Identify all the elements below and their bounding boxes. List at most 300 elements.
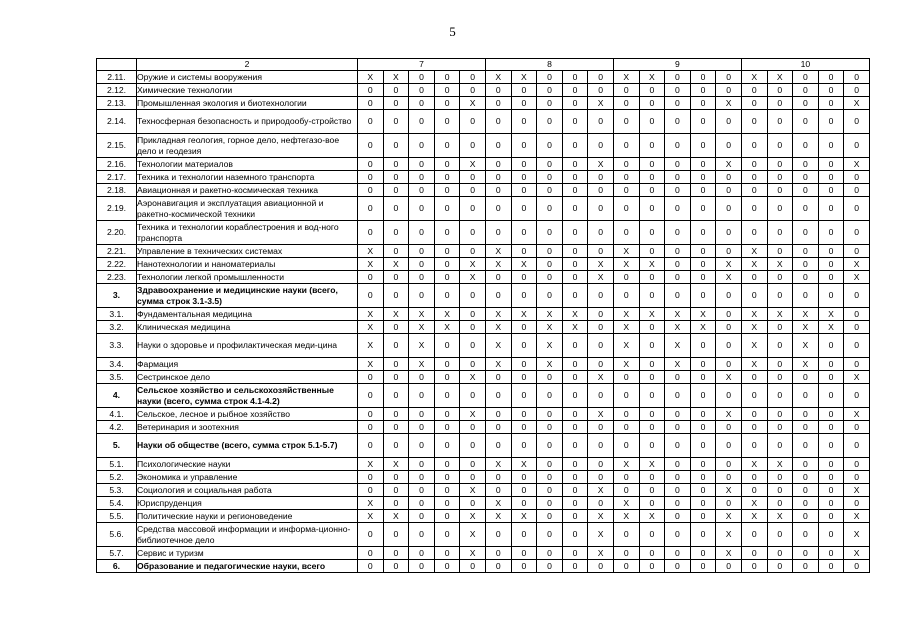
- row-value-cell: 0: [409, 371, 435, 384]
- row-value-cell: 0: [485, 384, 511, 408]
- table-row: [97, 321, 870, 334]
- row-value-cell: 0: [613, 408, 639, 421]
- row-value-cell: 0: [383, 560, 409, 573]
- row-value-cell: 0: [511, 560, 537, 573]
- row-value-cell: X: [485, 71, 511, 84]
- row-value-cell: 0: [588, 110, 614, 134]
- row-value-cell: X: [588, 408, 614, 421]
- row-value-cell: 0: [690, 245, 716, 258]
- row-value-cell: 0: [665, 158, 691, 171]
- row-value-cell: 0: [383, 358, 409, 371]
- row-value-cell: 0: [434, 171, 460, 184]
- row-value-cell: 0: [460, 308, 486, 321]
- row-value-cell: 0: [716, 84, 742, 97]
- row-value-cell: X: [741, 497, 767, 510]
- row-code: 2.13.: [97, 97, 137, 110]
- row-value-cell: 0: [434, 134, 460, 158]
- row-name: Здравоохранение и медицинские науки (всего, сумма строк 3.1-3.5): [137, 284, 358, 308]
- row-value-cell: X: [741, 258, 767, 271]
- row-value-cell: 0: [793, 271, 819, 284]
- row-code: 2.16.: [97, 158, 137, 171]
- row-value-cell: 0: [358, 134, 384, 158]
- row-value-cell: 0: [844, 384, 870, 408]
- row-value-cell: 0: [716, 384, 742, 408]
- row-value-cell: 0: [409, 434, 435, 458]
- row-value-cell: 0: [716, 110, 742, 134]
- row-value-cell: X: [793, 358, 819, 371]
- row-value-cell: 0: [716, 334, 742, 358]
- row-value-cell: 0: [562, 408, 588, 421]
- row-value-cell: 0: [793, 547, 819, 560]
- row-value-cell: X: [767, 258, 793, 271]
- row-value-cell: 0: [716, 71, 742, 84]
- row-value-cell: X: [588, 258, 614, 271]
- row-value-cell: 0: [844, 245, 870, 258]
- row-value-cell: 0: [716, 321, 742, 334]
- row-value-cell: X: [818, 321, 844, 334]
- row-value-cell: X: [741, 358, 767, 371]
- table-row: [97, 97, 870, 110]
- row-code: 2.11.: [97, 71, 137, 84]
- row-value-cell: X: [383, 510, 409, 523]
- row-value-cell: 0: [434, 71, 460, 84]
- row-value-cell: 0: [793, 510, 819, 523]
- row-code: 2.17.: [97, 171, 137, 184]
- row-value-cell: 0: [690, 421, 716, 434]
- row-value-cell: 0: [537, 560, 563, 573]
- row-value-cell: 0: [767, 484, 793, 497]
- row-value-cell: 0: [818, 371, 844, 384]
- row-value-cell: 0: [358, 158, 384, 171]
- row-value-cell: 0: [690, 71, 716, 84]
- row-value-cell: 0: [537, 221, 563, 245]
- row-value-cell: 0: [665, 134, 691, 158]
- row-value-cell: 0: [485, 84, 511, 97]
- row-value-cell: X: [562, 321, 588, 334]
- row-value-cell: X: [716, 97, 742, 110]
- row-value-cell: 0: [511, 221, 537, 245]
- row-value-cell: 0: [690, 560, 716, 573]
- row-value-cell: 0: [741, 560, 767, 573]
- row-value-cell: 0: [383, 421, 409, 434]
- row-value-cell: X: [485, 258, 511, 271]
- row-value-cell: 0: [537, 184, 563, 197]
- row-value-cell: 0: [537, 71, 563, 84]
- row-value-cell: X: [741, 510, 767, 523]
- row-value-cell: 0: [639, 134, 665, 158]
- row-value-cell: 0: [793, 484, 819, 497]
- row-value-cell: 0: [767, 523, 793, 547]
- row-value-cell: 0: [562, 258, 588, 271]
- row-value-cell: 0: [665, 547, 691, 560]
- row-value-cell: 0: [485, 471, 511, 484]
- row-value-cell: 0: [844, 321, 870, 334]
- row-value-cell: 0: [434, 97, 460, 110]
- row-value-cell: 0: [741, 221, 767, 245]
- row-value-cell: X: [485, 497, 511, 510]
- row-value-cell: X: [358, 458, 384, 471]
- row-value-cell: 0: [537, 258, 563, 271]
- row-value-cell: X: [613, 510, 639, 523]
- table-row: [97, 271, 870, 284]
- row-value-cell: 0: [793, 371, 819, 384]
- row-value-cell: 0: [665, 171, 691, 184]
- row-value-cell: 0: [358, 184, 384, 197]
- row-value-cell: 0: [588, 184, 614, 197]
- row-value-cell: 0: [434, 271, 460, 284]
- row-value-cell: 0: [383, 547, 409, 560]
- row-name: Техника и технологии кораблестроения и вод-ного транспорта: [137, 221, 358, 245]
- row-value-cell: 0: [358, 560, 384, 573]
- row-value-cell: X: [639, 510, 665, 523]
- row-value-cell: 0: [537, 497, 563, 510]
- row-value-cell: 0: [818, 484, 844, 497]
- table-row: [97, 334, 870, 358]
- row-value-cell: 0: [690, 197, 716, 221]
- row-value-cell: 0: [511, 497, 537, 510]
- row-value-cell: X: [793, 321, 819, 334]
- row-value-cell: 0: [358, 384, 384, 408]
- table-header-row: [97, 59, 870, 71]
- table-row: [97, 171, 870, 184]
- row-value-cell: 0: [716, 245, 742, 258]
- row-value-cell: 0: [485, 421, 511, 434]
- table-row: [97, 284, 870, 308]
- row-value-cell: 0: [818, 184, 844, 197]
- table-row: [97, 421, 870, 434]
- row-value-cell: 0: [639, 197, 665, 221]
- row-value-cell: 0: [793, 110, 819, 134]
- row-value-cell: 0: [434, 284, 460, 308]
- header-cell-9: 9: [613, 59, 741, 71]
- row-value-cell: 0: [409, 284, 435, 308]
- row-value-cell: 0: [639, 171, 665, 184]
- row-value-cell: X: [460, 547, 486, 560]
- row-value-cell: 0: [639, 547, 665, 560]
- row-value-cell: 0: [485, 560, 511, 573]
- row-value-cell: 0: [793, 184, 819, 197]
- row-value-cell: 0: [511, 158, 537, 171]
- row-value-cell: 0: [665, 471, 691, 484]
- row-value-cell: 0: [511, 371, 537, 384]
- row-value-cell: 0: [818, 284, 844, 308]
- row-value-cell: X: [613, 358, 639, 371]
- row-name: Технологии материалов: [137, 158, 358, 171]
- table-row: [97, 408, 870, 421]
- row-value-cell: 0: [511, 84, 537, 97]
- row-value-cell: 0: [511, 334, 537, 358]
- row-value-cell: 0: [485, 171, 511, 184]
- row-name: Сервис и туризм: [137, 547, 358, 560]
- row-value-cell: 0: [690, 384, 716, 408]
- row-value-cell: X: [613, 258, 639, 271]
- row-value-cell: 0: [818, 434, 844, 458]
- row-value-cell: 0: [818, 271, 844, 284]
- table-row: [97, 434, 870, 458]
- row-value-cell: 0: [818, 171, 844, 184]
- row-value-cell: 0: [793, 158, 819, 171]
- row-value-cell: 0: [741, 271, 767, 284]
- row-value-cell: X: [844, 371, 870, 384]
- row-name: Экономика и управление: [137, 471, 358, 484]
- row-value-cell: 0: [588, 171, 614, 184]
- row-value-cell: X: [639, 258, 665, 271]
- row-code: 5.3.: [97, 484, 137, 497]
- row-value-cell: 0: [537, 458, 563, 471]
- row-code: 3.5.: [97, 371, 137, 384]
- row-value-cell: 0: [358, 408, 384, 421]
- row-name: Ветеринария и зоотехния: [137, 421, 358, 434]
- row-value-cell: X: [639, 71, 665, 84]
- row-value-cell: 0: [562, 245, 588, 258]
- row-value-cell: 0: [844, 171, 870, 184]
- row-value-cell: 0: [844, 197, 870, 221]
- row-value-cell: 0: [741, 284, 767, 308]
- row-value-cell: 0: [434, 434, 460, 458]
- row-value-cell: X: [844, 258, 870, 271]
- row-value-cell: 0: [613, 523, 639, 547]
- row-value-cell: 0: [358, 421, 384, 434]
- row-value-cell: 0: [588, 334, 614, 358]
- row-value-cell: X: [716, 510, 742, 523]
- row-value-cell: X: [358, 258, 384, 271]
- row-name: Химические технологии: [137, 84, 358, 97]
- row-value-cell: 0: [639, 358, 665, 371]
- row-value-cell: 0: [639, 434, 665, 458]
- row-value-cell: 0: [358, 171, 384, 184]
- row-value-cell: 0: [537, 408, 563, 421]
- row-value-cell: 0: [818, 523, 844, 547]
- row-value-cell: 0: [844, 308, 870, 321]
- row-value-cell: 0: [511, 271, 537, 284]
- row-value-cell: 0: [358, 197, 384, 221]
- row-value-cell: 0: [485, 371, 511, 384]
- row-value-cell: 0: [588, 471, 614, 484]
- row-value-cell: 0: [741, 523, 767, 547]
- row-value-cell: 0: [639, 523, 665, 547]
- row-value-cell: 0: [818, 547, 844, 560]
- row-value-cell: 0: [793, 458, 819, 471]
- row-value-cell: 0: [358, 110, 384, 134]
- row-value-cell: 0: [537, 245, 563, 258]
- row-value-cell: X: [460, 510, 486, 523]
- row-value-cell: 0: [818, 458, 844, 471]
- row-value-cell: 0: [793, 408, 819, 421]
- row-value-cell: 0: [537, 523, 563, 547]
- row-value-cell: 0: [639, 371, 665, 384]
- row-value-cell: 0: [409, 97, 435, 110]
- row-value-cell: 0: [690, 497, 716, 510]
- row-value-cell: 0: [844, 71, 870, 84]
- row-value-cell: X: [460, 158, 486, 171]
- row-value-cell: 0: [665, 71, 691, 84]
- row-name: Промышленная экология и биотехнологии: [137, 97, 358, 110]
- row-value-cell: 0: [434, 458, 460, 471]
- row-value-cell: 0: [767, 245, 793, 258]
- row-code: 4.1.: [97, 408, 137, 421]
- row-value-cell: 0: [460, 221, 486, 245]
- row-value-cell: 0: [767, 384, 793, 408]
- row-value-cell: 0: [741, 547, 767, 560]
- row-value-cell: 0: [793, 134, 819, 158]
- row-value-cell: 0: [818, 258, 844, 271]
- row-value-cell: 0: [639, 471, 665, 484]
- row-value-cell: 0: [793, 560, 819, 573]
- row-value-cell: 0: [793, 434, 819, 458]
- row-value-cell: 0: [511, 110, 537, 134]
- row-value-cell: 0: [562, 284, 588, 308]
- header-cell-empty: [97, 59, 137, 71]
- row-value-cell: 0: [716, 358, 742, 371]
- row-value-cell: 0: [639, 484, 665, 497]
- row-value-cell: X: [613, 321, 639, 334]
- row-value-cell: 0: [767, 408, 793, 421]
- row-value-cell: 0: [741, 184, 767, 197]
- row-value-cell: 0: [665, 434, 691, 458]
- row-value-cell: 0: [588, 434, 614, 458]
- row-value-cell: 0: [409, 258, 435, 271]
- row-value-cell: X: [588, 271, 614, 284]
- row-value-cell: 0: [844, 221, 870, 245]
- row-value-cell: 0: [409, 408, 435, 421]
- row-value-cell: 0: [511, 284, 537, 308]
- table-row: [97, 84, 870, 97]
- row-value-cell: 0: [767, 284, 793, 308]
- row-value-cell: 0: [434, 258, 460, 271]
- row-value-cell: 0: [358, 271, 384, 284]
- row-value-cell: X: [383, 308, 409, 321]
- row-value-cell: 0: [767, 547, 793, 560]
- row-value-cell: 0: [844, 421, 870, 434]
- row-value-cell: 0: [434, 184, 460, 197]
- row-code: 2.12.: [97, 84, 137, 97]
- row-value-cell: 0: [793, 384, 819, 408]
- row-value-cell: 0: [537, 421, 563, 434]
- row-value-cell: 0: [665, 97, 691, 110]
- row-name: Нанотехнологии и наноматериалы: [137, 258, 358, 271]
- row-value-cell: 0: [434, 110, 460, 134]
- row-value-cell: 0: [409, 158, 435, 171]
- row-value-cell: 0: [409, 84, 435, 97]
- row-value-cell: X: [716, 547, 742, 560]
- table-row: [97, 308, 870, 321]
- row-value-cell: 0: [460, 84, 486, 97]
- row-value-cell: X: [844, 547, 870, 560]
- row-value-cell: 0: [639, 158, 665, 171]
- row-value-cell: 0: [844, 560, 870, 573]
- row-value-cell: 0: [460, 384, 486, 408]
- row-value-cell: X: [588, 484, 614, 497]
- row-name: Сестринское дело: [137, 371, 358, 384]
- row-value-cell: X: [844, 484, 870, 497]
- row-value-cell: 0: [409, 547, 435, 560]
- row-value-cell: X: [537, 358, 563, 371]
- table-row: [97, 371, 870, 384]
- row-value-cell: 0: [460, 110, 486, 134]
- row-name: Науки об обществе (всего, сумма строк 5.1-5.7): [137, 434, 358, 458]
- row-value-cell: 0: [460, 134, 486, 158]
- row-value-cell: 0: [741, 371, 767, 384]
- row-value-cell: 0: [511, 523, 537, 547]
- row-code: 4.2.: [97, 421, 137, 434]
- header-cell-8: 8: [485, 59, 613, 71]
- row-value-cell: X: [844, 523, 870, 547]
- row-value-cell: 0: [665, 497, 691, 510]
- row-value-cell: 0: [716, 134, 742, 158]
- row-value-cell: X: [460, 484, 486, 497]
- row-value-cell: 0: [485, 158, 511, 171]
- row-value-cell: X: [434, 308, 460, 321]
- row-value-cell: 0: [793, 523, 819, 547]
- row-value-cell: 0: [562, 547, 588, 560]
- row-value-cell: 0: [844, 184, 870, 197]
- row-value-cell: X: [716, 271, 742, 284]
- row-value-cell: X: [613, 71, 639, 84]
- row-value-cell: X: [485, 321, 511, 334]
- row-value-cell: X: [639, 308, 665, 321]
- row-value-cell: 0: [818, 158, 844, 171]
- row-value-cell: 0: [690, 334, 716, 358]
- row-value-cell: X: [844, 408, 870, 421]
- table-row: [97, 510, 870, 523]
- row-value-cell: 0: [613, 434, 639, 458]
- row-value-cell: 0: [716, 421, 742, 434]
- row-value-cell: X: [741, 71, 767, 84]
- row-value-cell: 0: [665, 271, 691, 284]
- row-code: 2.15.: [97, 134, 137, 158]
- table-row: [97, 258, 870, 271]
- row-value-cell: 0: [588, 308, 614, 321]
- row-code: 5.2.: [97, 471, 137, 484]
- row-value-cell: 0: [460, 334, 486, 358]
- data-table: [96, 58, 870, 573]
- row-value-cell: 0: [409, 421, 435, 434]
- row-value-cell: 0: [690, 371, 716, 384]
- row-value-cell: 0: [793, 284, 819, 308]
- row-value-cell: 0: [537, 84, 563, 97]
- row-name: Техника и технологии наземного транспорта: [137, 171, 358, 184]
- row-value-cell: 0: [767, 97, 793, 110]
- row-value-cell: 0: [409, 245, 435, 258]
- row-value-cell: 0: [741, 434, 767, 458]
- row-value-cell: 0: [690, 184, 716, 197]
- row-value-cell: 0: [690, 458, 716, 471]
- row-value-cell: 0: [690, 547, 716, 560]
- row-value-cell: 0: [665, 84, 691, 97]
- table-row: [97, 471, 870, 484]
- row-value-cell: 0: [639, 97, 665, 110]
- row-code: 2.19.: [97, 197, 137, 221]
- row-code: 5.6.: [97, 523, 137, 547]
- row-value-cell: 0: [383, 471, 409, 484]
- row-name: Средства массовой информации и информа-ционно-библиотечное дело: [137, 523, 358, 547]
- row-value-cell: 0: [562, 184, 588, 197]
- row-value-cell: X: [613, 308, 639, 321]
- row-value-cell: 0: [358, 484, 384, 497]
- row-value-cell: 0: [434, 523, 460, 547]
- table-row: [97, 358, 870, 371]
- row-value-cell: 0: [511, 421, 537, 434]
- row-value-cell: X: [460, 408, 486, 421]
- row-value-cell: 0: [690, 258, 716, 271]
- row-value-cell: 0: [434, 421, 460, 434]
- row-value-cell: 0: [460, 71, 486, 84]
- row-value-cell: 0: [562, 510, 588, 523]
- row-value-cell: X: [460, 371, 486, 384]
- row-value-cell: 0: [537, 484, 563, 497]
- row-value-cell: 0: [613, 284, 639, 308]
- row-value-cell: 0: [639, 221, 665, 245]
